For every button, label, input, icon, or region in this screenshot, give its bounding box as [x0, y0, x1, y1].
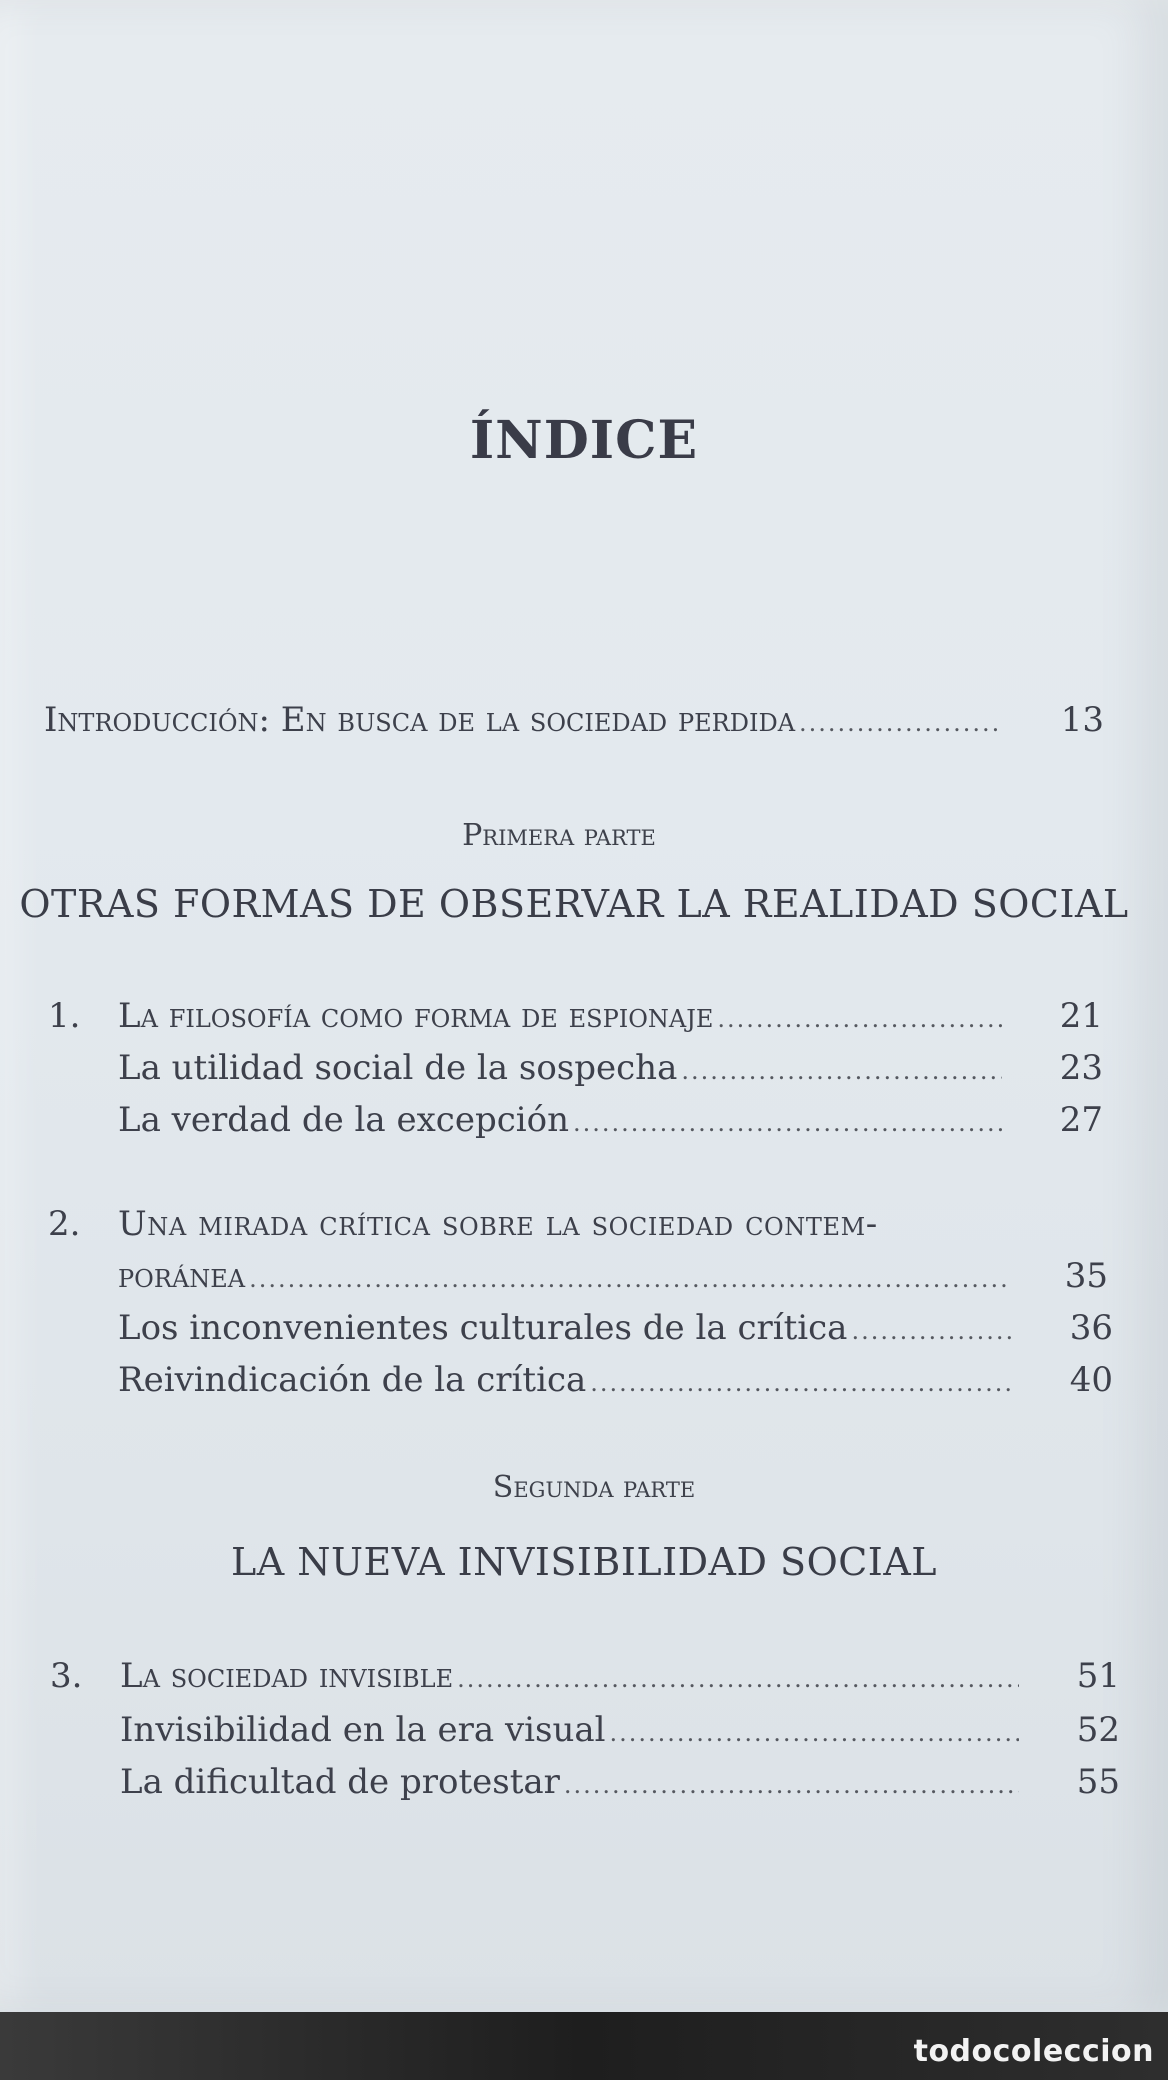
leader-dots	[590, 1369, 1012, 1397]
toc-page-number: 35	[1064, 1256, 1108, 1296]
part-label: Segunda parte	[492, 1470, 696, 1505]
toc-entry-text: La sociedad invisible	[120, 1656, 454, 1696]
toc-section	[118, 1100, 1103, 1140]
toc-page-number: 13	[1060, 700, 1104, 740]
toc-page-number: 27	[1059, 1100, 1103, 1140]
toc-page-number: 36	[1069, 1308, 1113, 1348]
leader-dots	[610, 1719, 1019, 1747]
toc-entry-text: Invisibilidad en la era visual	[120, 1710, 606, 1750]
toc-section	[118, 1048, 1103, 1088]
leader-dots	[564, 1771, 1019, 1799]
toc-page-number: 40	[1069, 1360, 1113, 1400]
toc-page-number: 52	[1076, 1710, 1120, 1750]
leader-dots	[249, 1265, 1007, 1293]
toc-page-number: 21	[1059, 996, 1103, 1036]
toc-entry-text: Una mirada crítica sobre la sociedad contem-	[118, 1204, 878, 1244]
leader-dots	[573, 1109, 1002, 1137]
toc-entry-text: La filosofía como forma de espionaje	[118, 996, 714, 1036]
leader-dots	[851, 1317, 1012, 1345]
toc-page-number: 23	[1059, 1048, 1103, 1088]
toc-section	[120, 1762, 1120, 1802]
toc-entry-text: Los inconvenientes culturales de la crítica	[118, 1308, 848, 1348]
toc-section	[120, 1710, 1120, 1750]
leader-dots	[457, 1665, 1019, 1693]
toc-chapter	[48, 1204, 1018, 1244]
part-label: Primera parte	[462, 818, 656, 853]
chapter-number: 1.	[48, 996, 81, 1036]
toc-section	[118, 1360, 1113, 1400]
chapter-number: 2.	[48, 1204, 81, 1244]
toc-chapter	[50, 1656, 1120, 1696]
watermark-logo: todocoleccion	[913, 2034, 1154, 2069]
toc-entry-text: Reivindicación de la crítica	[118, 1360, 587, 1400]
toc-chapter-continuation	[118, 1256, 1108, 1296]
leader-dots	[681, 1057, 1002, 1085]
toc-section	[118, 1308, 1113, 1348]
toc-entry-text: poránea	[118, 1256, 246, 1296]
toc-entry-text: La dificultad de protestar	[120, 1762, 560, 1802]
chapter-number: 3.	[50, 1656, 83, 1696]
toc-entry-intro	[44, 700, 1104, 740]
toc-page-number: 51	[1076, 1656, 1120, 1696]
part-title: OTRAS FORMAS DE OBSERVAR LA REALIDAD SOCIAL	[19, 882, 1129, 926]
leader-dots	[799, 709, 998, 737]
toc-entry-text: La utilidad social de la sospecha	[118, 1048, 678, 1088]
part-title: LA NUEVA INVISIBILIDAD SOCIAL	[231, 1540, 937, 1584]
toc-chapter	[48, 996, 1103, 1036]
toc-entry-text: Introducción: En busca de la sociedad perdida	[44, 700, 796, 740]
leader-dots	[717, 1005, 1002, 1033]
page-title: ÍNDICE	[469, 410, 699, 471]
toc-entry-text: La verdad de la excepción	[118, 1100, 569, 1140]
toc-page-number: 55	[1076, 1762, 1120, 1802]
